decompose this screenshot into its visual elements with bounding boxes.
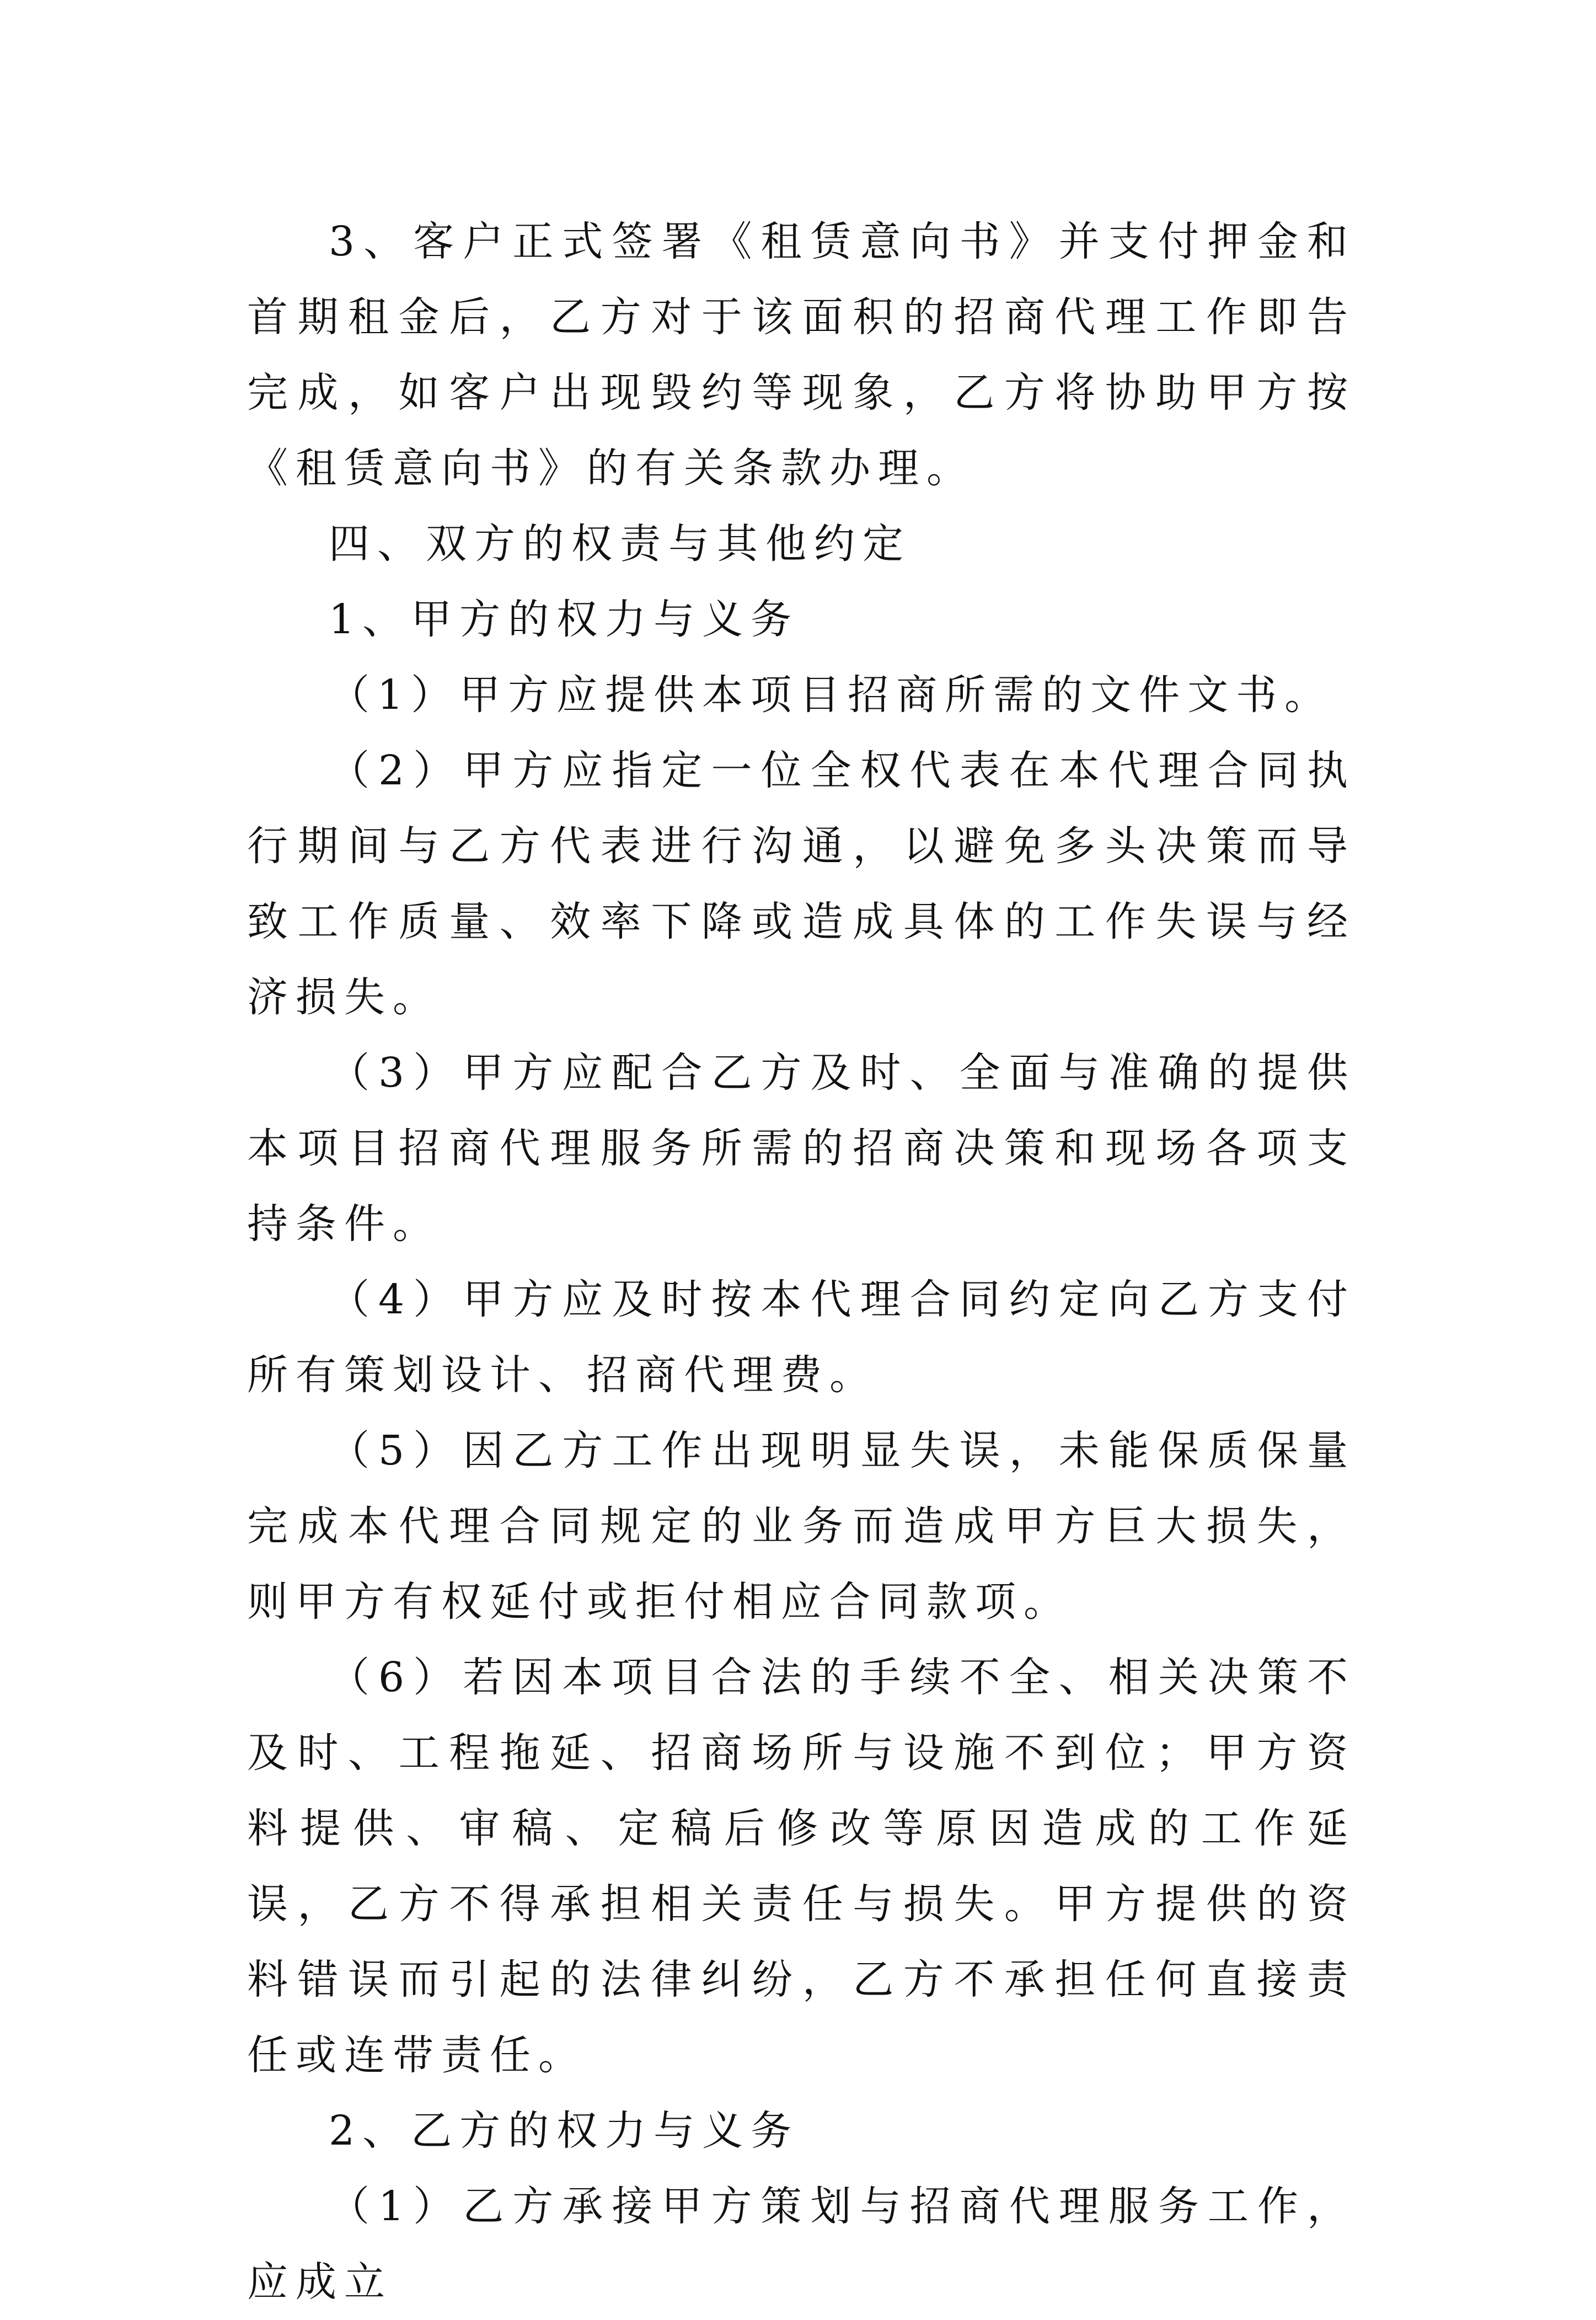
paragraph-party-a-item-3: （3）甲方应配合乙方及时、全面与准确的提供本项目招商代理服务所需的招商决策和现场各项支持条件。 xyxy=(247,1049,1356,1248)
document-body xyxy=(247,204,1356,2320)
paragraph-party-a-item-2: （2）甲方应指定一位全权代表在本代理合同执行期间与乙方代表进行沟通，以避免多头决策而导致工作质量、效率下降或造成具体的工作失误与经济损失。 xyxy=(247,747,1356,1021)
subsection-heading-party-a: 1、甲方的权力与义务 xyxy=(329,596,800,643)
paragraph-party-a-item-4: （4）甲方应及时按本代理合同约定向乙方支付所有策划设计、招商代理费。 xyxy=(247,1276,1356,1399)
subsection-heading-party-b: 2、乙方的权力与义务 xyxy=(329,2107,800,2155)
paragraph-party-b-item-1: （1）乙方承接甲方策划与招商代理服务工作，应成立 xyxy=(247,2183,1356,2306)
paragraph-party-a-item-5: （5）因乙方工作出现明显失误，未能保质保量完成本代理合同规定的业务而造成甲方巨大损失，则甲方有权延付或拒付相应合同款项。 xyxy=(247,1427,1356,1626)
paragraph-party-a-item-6: （6）若因本项目合法的手续不全、相关决策不及时、工程拖延、招商场所与设施不到位；甲方资料提供、审稿、定稿后修改等原因造成的工作延误，乙方不得承担相关责任与损失。甲方提供的资料错误而引起的法律纠纷，乙方不承担任何直接责任或连带责任。 xyxy=(247,1654,1356,2079)
section-heading-rights: 四、双方的权责与其他约定 xyxy=(329,520,911,568)
paragraph-clause-3: 3、客户正式签署《租赁意向书》并支付押金和首期租金后，乙方对于该面积的招商代理工作即告完成，如客户出现毁约等现象，乙方将协助甲方按《租赁意向书》的有关条款办理。 xyxy=(247,218,1356,492)
paragraph-party-a-item-1: （1）甲方应提供本项目招商所需的文件文书。 xyxy=(329,671,1333,719)
